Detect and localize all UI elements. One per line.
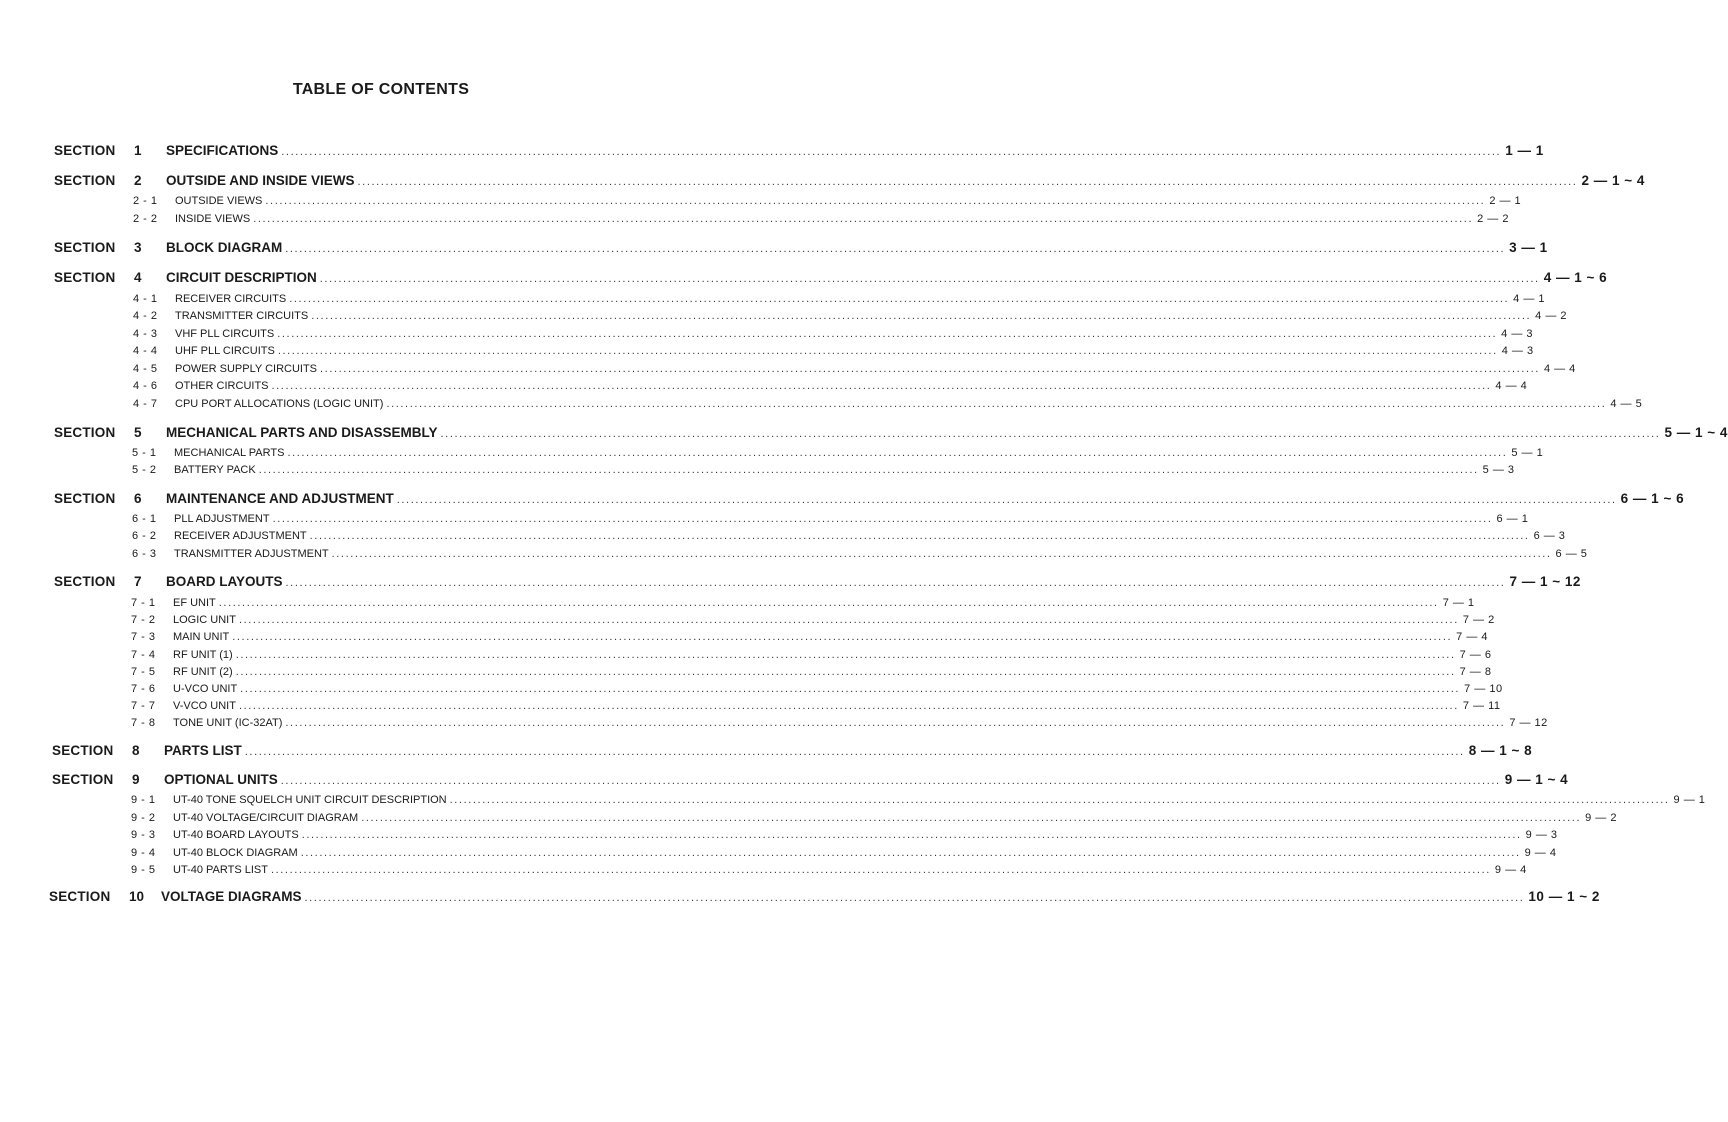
- dot-leader: ......................................................................................................................................................................................................................................................................: [361, 812, 1582, 824]
- subsection-number: 4 - 1: [133, 293, 158, 305]
- subsection-entry[interactable]: [133, 363, 1576, 377]
- subsection-pages: 9 — 4: [1494, 864, 1527, 876]
- dot-leader: ......................................................................................................................................................................................................................................................................: [320, 363, 1540, 375]
- section-pages: 8 — 1 ~ 8: [1468, 743, 1533, 758]
- dot-leader: ......................................................................................................................................................................................................................................................................: [287, 447, 1508, 459]
- subsection-title: UHF PLL CIRCUITS: [175, 345, 275, 357]
- subsection-number: 6 - 1: [132, 513, 157, 525]
- subsection-title: TRANSMITTER CIRCUITS: [175, 310, 309, 322]
- subsection-number: 7 - 5: [131, 666, 156, 678]
- section-entry[interactable]: [54, 143, 1544, 161]
- subsection-pages: 4 — 2: [1535, 310, 1568, 322]
- dot-leader: ......................................................................................................................................................................................................................................................................: [258, 464, 1479, 476]
- dot-leader: ......................................................................................................................................................................................................................................................................: [218, 597, 1439, 609]
- dot-leader: ......................................................................................................................................................................................................................................................................: [300, 847, 1521, 859]
- subsection-entry[interactable]: [132, 447, 1544, 461]
- dot-leader: ......................................................................................................................................................................................................................................................................: [253, 213, 1474, 225]
- subsection-number: 4 - 5: [133, 363, 158, 375]
- dot-leader: ......................................................................................................................................................................................................................................................................: [304, 892, 1525, 904]
- section-entry[interactable]: [54, 491, 1685, 509]
- subsection-title: TRANSMITTER ADJUSTMENT: [174, 548, 329, 560]
- subsection-title: UT-40 VOLTAGE/CIRCUIT DIAGRAM: [173, 812, 359, 824]
- subsection-title: V-VCO UNIT: [173, 700, 236, 712]
- dot-leader: ......................................................................................................................................................................................................................................................................: [396, 494, 1617, 506]
- section-entry[interactable]: [52, 772, 1569, 790]
- dot-leader: ......................................................................................................................................................................................................................................................................: [277, 328, 1498, 340]
- section-pages: 7 — 1 ~ 12: [1509, 574, 1581, 589]
- section-title: BLOCK DIAGRAM: [166, 240, 283, 255]
- subsection-number: 9 - 5: [131, 864, 156, 876]
- dot-leader: ......................................................................................................................................................................................................................................................................: [301, 829, 1522, 841]
- subsection-title: LOGIC UNIT: [173, 614, 236, 626]
- subsection-number: 9 - 2: [131, 812, 156, 824]
- subsection-pages: 7 — 10: [1464, 683, 1503, 695]
- subsection-pages: 7 — 8: [1459, 666, 1492, 678]
- subsection-title: RECEIVER CIRCUITS: [175, 293, 287, 305]
- subsection-pages: 9 — 4: [1524, 847, 1557, 859]
- subsection-number: 4 - 6: [133, 380, 158, 392]
- subsection-title: OTHER CIRCUITS: [175, 380, 269, 392]
- subsection-entry[interactable]: [131, 631, 1489, 645]
- section-title: CIRCUIT DESCRIPTION: [166, 270, 317, 285]
- section-pages: 3 — 1: [1509, 240, 1548, 255]
- section-number: 7: [134, 574, 142, 589]
- subsection-pages: 7 — 12: [1509, 717, 1548, 729]
- subsection-entry[interactable]: [131, 829, 1558, 843]
- section-title: MAINTENANCE AND ADJUSTMENT: [166, 491, 394, 506]
- subsection-entry[interactable]: [131, 717, 1548, 731]
- subsection-number: 7 - 6: [131, 683, 156, 695]
- subsection-pages: 7 — 4: [1456, 631, 1489, 643]
- subsection-title: UT-40 BOARD LAYOUTS: [173, 829, 299, 841]
- section-number: 10: [129, 889, 145, 904]
- dot-leader: ......................................................................................................................................................................................................................................................................: [319, 273, 1540, 285]
- subsection-number: 7 - 4: [131, 649, 156, 661]
- subsection-entry[interactable]: [133, 213, 1509, 227]
- section-label: SECTION: [52, 743, 114, 758]
- dot-leader: ......................................................................................................................................................................................................................................................................: [240, 683, 1461, 695]
- dot-leader: ......................................................................................................................................................................................................................................................................: [238, 614, 1459, 626]
- subsection-pages: 4 — 4: [1495, 380, 1528, 392]
- subsection-pages: 5 — 3: [1482, 464, 1515, 476]
- section-label: SECTION: [54, 425, 116, 440]
- subsection-title: EF UNIT: [173, 597, 216, 609]
- subsection-title: RF UNIT (2): [173, 666, 233, 678]
- subsection-pages: 4 — 5: [1610, 398, 1643, 410]
- subsection-number: 7 - 1: [131, 597, 156, 609]
- section-entry[interactable]: [54, 574, 1581, 592]
- subsection-title: OUTSIDE VIEWS: [175, 195, 263, 207]
- dot-leader: ......................................................................................................................................................................................................................................................................: [357, 176, 1578, 188]
- subsection-title: MECHANICAL PARTS: [174, 447, 285, 459]
- section-label: SECTION: [54, 173, 116, 188]
- section-title: PARTS LIST: [164, 743, 242, 758]
- subsection-title: RECEIVER ADJUSTMENT: [174, 530, 307, 542]
- section-title: OPTIONAL UNITS: [164, 772, 278, 787]
- subsection-title: BATTERY PACK: [174, 464, 256, 476]
- subsection-entry[interactable]: [131, 597, 1475, 611]
- dot-leader: ......................................................................................................................................................................................................................................................................: [309, 530, 1530, 542]
- section-pages: 6 — 1 ~ 6: [1620, 491, 1685, 506]
- subsection-number: 9 - 4: [131, 847, 156, 859]
- subsection-pages: 6 — 3: [1533, 530, 1566, 542]
- section-pages: 1 — 1: [1505, 143, 1544, 158]
- subsection-title: UT-40 BLOCK DIAGRAM: [173, 847, 298, 859]
- subsection-number: 7 - 8: [131, 717, 156, 729]
- section-number: 1: [134, 143, 142, 158]
- subsection-entry[interactable]: [131, 666, 1492, 680]
- subsection-entry[interactable]: [133, 195, 1522, 209]
- subsection-title: MAIN UNIT: [173, 631, 230, 643]
- subsection-number: 5 - 2: [132, 464, 157, 476]
- section-label: SECTION: [54, 240, 116, 255]
- section-entry[interactable]: [49, 889, 1600, 907]
- section-number: 5: [134, 425, 142, 440]
- section-pages: 2 — 1 ~ 4: [1581, 173, 1645, 188]
- subsection-entry[interactable]: [131, 683, 1503, 697]
- dot-leader: ......................................................................................................................................................................................................................................................................: [289, 293, 1510, 305]
- dot-leader: ......................................................................................................................................................................................................................................................................: [270, 864, 1491, 876]
- section-label: SECTION: [54, 270, 116, 285]
- subsection-number: 7 - 3: [131, 631, 156, 643]
- section-label: SECTION: [54, 574, 116, 589]
- subsection-pages: 5 — 1: [1511, 447, 1544, 459]
- subsection-pages: 2 — 2: [1477, 213, 1509, 225]
- subsection-title: VHF PLL CIRCUITS: [175, 328, 275, 340]
- subsection-pages: 7 — 6: [1459, 649, 1492, 661]
- subsection-title: UT-40 TONE SQUELCH UNIT CIRCUIT DESCRIPTION: [173, 794, 447, 806]
- dot-leader: ......................................................................................................................................................................................................................................................................: [449, 794, 1670, 806]
- subsection-pages: 9 — 2: [1585, 812, 1617, 824]
- section-entry[interactable]: [54, 270, 1608, 288]
- subsection-pages: 7 — 1: [1442, 597, 1475, 609]
- subsection-pages: 4 — 3: [1501, 345, 1534, 357]
- section-entry[interactable]: [54, 240, 1548, 258]
- section-entry[interactable]: [52, 743, 1533, 761]
- dot-leader: ......................................................................................................................................................................................................................................................................: [235, 666, 1456, 678]
- section-title: MECHANICAL PARTS AND DISASSEMBLY: [166, 425, 438, 440]
- section-pages: 5 — 1 ~ 4: [1664, 425, 1728, 440]
- subsection-pages: 9 — 1: [1673, 794, 1706, 806]
- subsection-title: TONE UNIT (IC-32AT): [173, 717, 283, 729]
- subsection-entry[interactable]: [133, 398, 1643, 412]
- section-number: 9: [132, 772, 140, 787]
- dot-leader: ......................................................................................................................................................................................................................................................................: [440, 428, 1661, 440]
- section-title: OUTSIDE AND INSIDE VIEWS: [166, 173, 355, 188]
- subsection-entry[interactable]: [131, 700, 1501, 714]
- dot-leader: ......................................................................................................................................................................................................................................................................: [331, 548, 1552, 560]
- subsection-number: 6 - 2: [132, 530, 157, 542]
- dot-leader: ......................................................................................................................................................................................................................................................................: [280, 775, 1501, 787]
- dot-leader: ......................................................................................................................................................................................................................................................................: [285, 717, 1506, 729]
- dot-leader: ......................................................................................................................................................................................................................................................................: [232, 631, 1453, 643]
- section-label: SECTION: [54, 491, 116, 506]
- dot-leader: ......................................................................................................................................................................................................................................................................: [272, 513, 1493, 525]
- subsection-entry[interactable]: [132, 513, 1529, 527]
- subsection-title: RF UNIT (1): [173, 649, 233, 661]
- subsection-pages: 6 — 1: [1496, 513, 1529, 525]
- subsection-entry[interactable]: [131, 864, 1527, 878]
- section-label: SECTION: [49, 889, 111, 904]
- subsection-number: 4 - 4: [133, 345, 158, 357]
- dot-leader: ......................................................................................................................................................................................................................................................................: [235, 649, 1456, 661]
- section-title: BOARD LAYOUTS: [166, 574, 283, 589]
- dot-leader: ......................................................................................................................................................................................................................................................................: [265, 195, 1486, 207]
- subsection-number: 9 - 1: [131, 794, 156, 806]
- section-label: SECTION: [54, 143, 116, 158]
- subsection-pages: 4 — 1: [1513, 293, 1546, 305]
- subsection-title: U-VCO UNIT: [173, 683, 238, 695]
- dot-leader: ......................................................................................................................................................................................................................................................................: [238, 700, 1459, 712]
- subsection-title: UT-40 PARTS LIST: [173, 864, 268, 876]
- page-title: TABLE OF CONTENTS: [292, 81, 470, 98]
- dot-leader: ......................................................................................................................................................................................................................................................................: [271, 380, 1492, 392]
- subsection-number: 7 - 2: [131, 614, 156, 626]
- dot-leader: ......................................................................................................................................................................................................................................................................: [285, 243, 1506, 255]
- subsection-entry[interactable]: [133, 345, 1534, 359]
- subsection-number: 6 - 3: [132, 548, 157, 560]
- subsection-number: 4 - 7: [133, 398, 158, 410]
- subsection-pages: 2 — 1: [1489, 195, 1522, 207]
- subsection-pages: 4 — 4: [1543, 363, 1576, 375]
- section-number: 4: [134, 270, 142, 285]
- subsection-number: 4 - 2: [133, 310, 158, 322]
- subsection-title: INSIDE VIEWS: [175, 213, 251, 225]
- subsection-pages: 4 — 3: [1501, 328, 1534, 340]
- subsection-entry[interactable]: [131, 614, 1495, 628]
- subsection-entry[interactable]: [131, 847, 1557, 861]
- subsection-entry[interactable]: [133, 380, 1528, 394]
- section-pages: 4 — 1 ~ 6: [1543, 270, 1608, 285]
- dot-leader: ......................................................................................................................................................................................................................................................................: [285, 577, 1506, 589]
- subsection-number: 5 - 1: [132, 447, 157, 459]
- section-entry[interactable]: [54, 425, 1728, 443]
- section-number: 3: [134, 240, 142, 255]
- subsection-entry[interactable]: [132, 530, 1566, 544]
- section-pages: 10 — 1 ~ 2: [1528, 889, 1600, 904]
- dot-leader: ......................................................................................................................................................................................................................................................................: [311, 310, 1532, 322]
- subsection-entry[interactable]: [133, 328, 1534, 342]
- section-pages: 9 — 1 ~ 4: [1504, 772, 1569, 787]
- subsection-title: POWER SUPPLY CIRCUITS: [175, 363, 318, 375]
- subsection-entry[interactable]: [131, 649, 1492, 663]
- subsection-pages: 9 — 3: [1525, 829, 1558, 841]
- subsection-entry[interactable]: [132, 464, 1515, 478]
- section-title: VOLTAGE DIAGRAMS: [161, 889, 302, 904]
- subsection-pages: 7 — 11: [1462, 700, 1501, 712]
- dot-leader: ......................................................................................................................................................................................................................................................................: [244, 746, 1465, 758]
- subsection-pages: 6 — 5: [1555, 548, 1588, 560]
- subsection-number: 2 - 1: [133, 195, 158, 207]
- dot-leader: ......................................................................................................................................................................................................................................................................: [386, 398, 1607, 410]
- section-number: 6: [134, 491, 142, 506]
- subsection-entry[interactable]: [133, 293, 1546, 307]
- section-number: 2: [134, 173, 142, 188]
- subsection-number: 9 - 3: [131, 829, 156, 841]
- section-entry[interactable]: [54, 173, 1645, 191]
- subsection-title: PLL ADJUSTMENT: [174, 513, 270, 525]
- subsection-pages: 7 — 2: [1462, 614, 1495, 626]
- subsection-number: 7 - 7: [131, 700, 156, 712]
- section-title: SPECIFICATIONS: [166, 143, 279, 158]
- section-number: 8: [132, 743, 140, 758]
- subsection-title: CPU PORT ALLOCATIONS (LOGIC UNIT): [175, 398, 384, 410]
- subsection-entry[interactable]: [132, 548, 1588, 562]
- subsection-number: 2 - 2: [133, 213, 158, 225]
- dot-leader: ......................................................................................................................................................................................................................................................................: [277, 345, 1498, 357]
- dot-leader: ......................................................................................................................................................................................................................................................................: [281, 146, 1502, 158]
- subsection-entry[interactable]: [133, 310, 1568, 324]
- section-label: SECTION: [52, 772, 114, 787]
- subsection-entry[interactable]: [131, 794, 1706, 808]
- subsection-entry[interactable]: [131, 812, 1617, 826]
- subsection-number: 4 - 3: [133, 328, 158, 340]
